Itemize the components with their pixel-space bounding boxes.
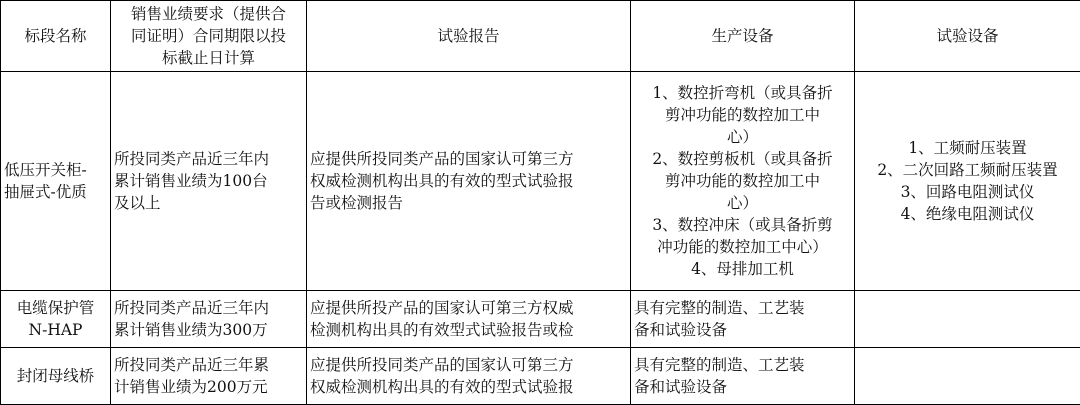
row-sales-requirement: 所投同类产品近三年内 累计销售业绩为300万 <box>111 291 307 348</box>
header-section-name: 标段名称 <box>1 1 111 72</box>
header-sales-requirement: 销售业绩要求（提供合 同证明）合同期限以投 标截止日计算 <box>111 1 307 72</box>
table-row <box>1 291 1080 348</box>
row-production-equipment: 具有完整的制造、工艺装 备和试验设备 <box>631 291 855 348</box>
row-test-equipment: 1、工频耐压装置 2、二次回路工频耐压装置 3、回路电阻测试仪 4、绝缘电阻测试仪 <box>855 72 1080 291</box>
row-test-report: 应提供所投同类产品的国家认可第三方 权威检测机构出具的有效的型式试验报 <box>307 348 631 405</box>
row-sales-requirement: 所投同类产品近三年内 累计销售业绩为100台 及以上 <box>111 72 307 291</box>
header-test-report: 试验报告 <box>307 1 631 72</box>
row-test-report: 应提供所投产品的国家认可第三方权威 检测机构出具的有效型式试验报告或检 <box>307 291 631 348</box>
header-test-equipment: 试验设备 <box>855 1 1080 72</box>
row-production-equipment: 1、数控折弯机（或具备折 剪冲功能的数控加工中 心） 2、数控剪板机（或具备折 剪冲功能的数控加工中 心） 3、数控冲床（或具备折剪 冲功能的数控加工中心） 4、母排加工机 <box>631 72 855 291</box>
table-header-row <box>1 1 1080 72</box>
row-section-name: 电缆保护管 N-HAP <box>1 291 111 348</box>
row-section-name: 低压开关柜- 抽屉式-优质 <box>1 72 111 291</box>
header-production-equipment: 生产设备 <box>631 1 855 72</box>
table-row <box>1 72 1080 291</box>
table-row <box>1 348 1080 405</box>
row-test-equipment <box>855 348 1080 405</box>
row-test-report: 应提供所投同类产品的国家认可第三方 权威检测机构出具的有效的型式试验报 告或检测报告 <box>307 72 631 291</box>
row-sales-requirement: 所投同类产品近三年累 计销售业绩为200万元 <box>111 348 307 405</box>
row-section-name: 封闭母线桥 <box>1 348 111 405</box>
row-production-equipment: 具有完整的制造、工艺装 备和试验设备 <box>631 348 855 405</box>
row-test-equipment <box>855 291 1080 348</box>
